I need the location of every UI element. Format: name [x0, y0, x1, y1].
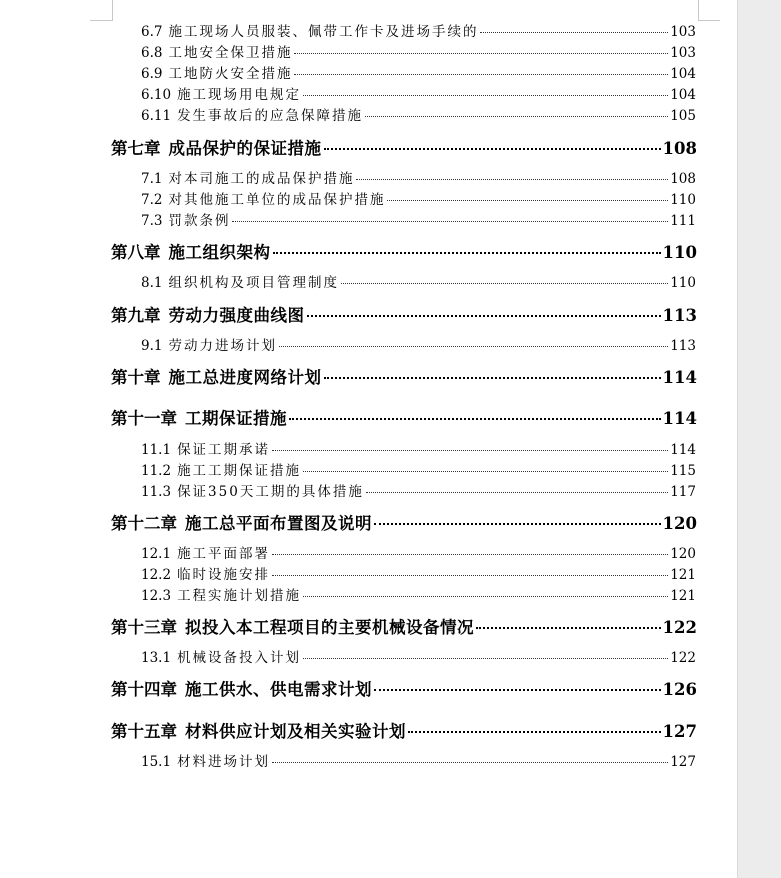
- toc-entry-page: 110: [670, 275, 696, 291]
- toc-entry-number: 12.1: [141, 546, 172, 562]
- toc-entry-number: 7.3: [141, 213, 163, 229]
- toc-entry-page: 113: [670, 338, 696, 354]
- toc-entry-title: 材料进场计划: [177, 754, 271, 770]
- toc-chapter-page: 122: [662, 618, 697, 637]
- toc-entry-title: 罚款条例: [168, 213, 231, 229]
- crop-mark-top-left: [112, 0, 113, 21]
- toc-chapter-page: 126: [662, 680, 697, 699]
- toc-entry-page: 127: [670, 754, 696, 770]
- toc-chapter-title: 施工总进度网络计划: [168, 368, 322, 387]
- dot-leader: [272, 762, 668, 763]
- dot-leader: [480, 32, 668, 33]
- toc-entry[interactable]: [141, 211, 696, 231]
- toc-entry[interactable]: [141, 586, 696, 606]
- toc-entry-title: 施工平面部署: [177, 546, 271, 562]
- toc-entry[interactable]: [141, 336, 696, 356]
- toc-chapter-number: 第十章: [111, 368, 161, 387]
- toc-chapter[interactable]: [111, 678, 697, 702]
- toc-entry-number: 6.11: [141, 108, 172, 124]
- toc-entry-page: 121: [670, 567, 696, 583]
- toc-chapter-number: 第十二章: [111, 514, 177, 533]
- toc-chapter-number: 第十四章: [111, 680, 177, 699]
- toc-chapter-page: 114: [662, 368, 697, 387]
- dot-leader: [374, 523, 661, 525]
- toc-entry-title: 劳动力进场计划: [168, 338, 277, 354]
- toc-chapter[interactable]: [111, 407, 697, 431]
- dot-leader: [273, 252, 661, 254]
- toc-entry[interactable]: [141, 752, 696, 772]
- dot-leader: [232, 221, 668, 222]
- toc-entry-title: 保证350天工期的具体措施: [177, 484, 364, 500]
- toc-chapter-number: 第七章: [111, 139, 161, 158]
- toc-chapter-title: 材料供应计划及相关实验计划: [185, 722, 406, 741]
- toc-entry[interactable]: [141, 544, 696, 564]
- toc-chapter[interactable]: [111, 616, 697, 640]
- toc-chapter-title: 施工组织架构: [168, 243, 271, 262]
- toc-entry-number: 15.1: [141, 754, 172, 770]
- toc-entry-title: 对其他施工单位的成品保护措施: [168, 192, 386, 208]
- toc-entry-number: 6.9: [141, 66, 163, 82]
- toc-entry-title: 对本司施工的成品保护措施: [168, 171, 355, 187]
- toc-entry[interactable]: [141, 43, 696, 63]
- dot-leader: [341, 283, 668, 284]
- toc-chapter[interactable]: [111, 137, 697, 161]
- toc-chapter-number: 第十一章: [111, 409, 177, 428]
- dot-leader: [307, 315, 661, 317]
- toc-chapter[interactable]: [111, 512, 697, 536]
- dot-leader: [303, 596, 668, 597]
- toc-entry[interactable]: [141, 64, 696, 84]
- toc-entry-page: 115: [670, 463, 696, 479]
- dot-leader: [272, 575, 668, 576]
- toc-chapter-number: 第九章: [111, 306, 161, 325]
- toc-entry-number: 13.1: [141, 650, 172, 666]
- toc-entry[interactable]: [141, 169, 696, 189]
- toc-entry-title: 发生事故后的应急保障措施: [177, 108, 364, 124]
- toc-chapter[interactable]: [111, 241, 697, 265]
- toc-entry-page: 120: [670, 546, 696, 562]
- toc-chapter[interactable]: [111, 366, 697, 390]
- toc-entry-number: 9.1: [141, 338, 163, 354]
- toc-entry-page: 104: [670, 87, 696, 103]
- toc-entry-title: 组织机构及项目管理制度: [168, 275, 339, 291]
- crop-mark-top-right: [698, 20, 720, 21]
- toc-entry-title: 机械设备投入计划: [177, 650, 302, 666]
- dot-leader: [272, 554, 668, 555]
- toc-entry-page: 105: [670, 108, 696, 124]
- toc-entry-page: 111: [670, 213, 696, 229]
- dot-leader: [289, 418, 661, 420]
- toc-chapter[interactable]: [111, 720, 697, 744]
- crop-mark-top-right: [698, 0, 699, 21]
- toc-chapter-page: 127: [662, 722, 697, 741]
- toc-entry[interactable]: [141, 565, 696, 585]
- toc-chapter-page: 120: [662, 514, 697, 533]
- toc-entry-title: 工地安全保卫措施: [168, 45, 293, 61]
- toc-entry[interactable]: [141, 440, 696, 460]
- dot-leader: [303, 471, 668, 472]
- toc-entry-page: 110: [670, 192, 696, 208]
- dot-leader: [294, 74, 668, 75]
- toc-entry-number: 11.2: [141, 463, 172, 479]
- toc-entry-page: 103: [670, 24, 696, 40]
- toc-entry-page: 114: [670, 442, 696, 458]
- toc-chapter[interactable]: [111, 304, 697, 328]
- toc-entry[interactable]: [141, 190, 696, 210]
- toc-entry[interactable]: [141, 85, 696, 105]
- toc-chapter-page: 114: [662, 409, 697, 428]
- toc-entry-page: 108: [670, 171, 696, 187]
- toc-entry-title: 临时设施安排: [177, 567, 271, 583]
- toc-entry-number: 11.1: [141, 442, 172, 458]
- toc-entry-title: 工程实施计划措施: [177, 588, 302, 604]
- toc-entry-page: 121: [670, 588, 696, 604]
- toc-chapter-page: 108: [662, 139, 697, 158]
- toc-entry-number: 8.1: [141, 275, 163, 291]
- toc-entry[interactable]: [141, 22, 696, 42]
- dot-leader: [294, 53, 668, 54]
- toc-chapter-number: 第十三章: [111, 618, 177, 637]
- toc-entry-number: 12.2: [141, 567, 172, 583]
- dot-leader: [408, 731, 661, 733]
- toc-entry-number: 6.7: [141, 24, 163, 40]
- toc-entry-number: 12.3: [141, 588, 172, 604]
- toc-chapter-number: 第八章: [111, 243, 161, 262]
- toc-entry[interactable]: [141, 273, 696, 293]
- dot-leader: [476, 627, 661, 629]
- toc-chapter-page: 113: [662, 306, 697, 325]
- dot-leader: [387, 200, 668, 201]
- toc-entry[interactable]: [141, 461, 696, 481]
- toc-entry-page: 122: [670, 650, 696, 666]
- toc-chapter-title: 劳动力强度曲线图: [168, 306, 305, 325]
- dot-leader: [279, 346, 668, 347]
- dot-leader: [374, 689, 661, 691]
- toc-chapter-title: 拟投入本工程项目的主要机械设备情况: [185, 618, 474, 637]
- toc-entry-number: 6.8: [141, 45, 163, 61]
- toc-chapter-title: 施工供水、供电需求计划: [185, 680, 372, 699]
- dot-leader: [303, 658, 668, 659]
- crop-mark-top-left: [90, 20, 112, 21]
- toc-entry-page: 104: [670, 66, 696, 82]
- dot-leader: [272, 450, 668, 451]
- dot-leader: [303, 95, 668, 96]
- window-right-margin: [737, 0, 781, 878]
- toc-entry-number: 11.3: [141, 484, 172, 500]
- toc-chapter-title: 工期保证措施: [185, 409, 287, 428]
- dot-leader: [356, 179, 668, 180]
- dot-leader: [366, 492, 668, 493]
- toc-chapter-title: 成品保护的保证措施: [168, 139, 322, 158]
- toc-chapter-page: 110: [662, 243, 697, 262]
- toc-entry-page: 117: [670, 484, 696, 500]
- toc-entry-number: 7.2: [141, 192, 163, 208]
- toc-chapter-number: 第十五章: [111, 722, 177, 741]
- toc-entry-number: 7.1: [141, 171, 163, 187]
- dot-leader: [324, 377, 661, 379]
- toc-entry-number: 6.10: [141, 87, 172, 103]
- dot-leader: [365, 116, 668, 117]
- toc-entry[interactable]: [141, 648, 696, 668]
- dot-leader: [324, 148, 661, 150]
- toc-entry-title: 工地防火安全措施: [168, 66, 293, 82]
- toc-entry-title: 施工工期保证措施: [177, 463, 302, 479]
- toc-entry-title: 施工现场用电规定: [177, 87, 302, 103]
- toc-entry[interactable]: [141, 482, 696, 502]
- toc-entry-title: 保证工期承诺: [177, 442, 271, 458]
- toc-entry[interactable]: [141, 106, 696, 126]
- toc-chapter-title: 施工总平面布置图及说明: [185, 514, 372, 533]
- toc-entry-page: 103: [670, 45, 696, 61]
- toc-entry-title: 施工现场人员服装、佩带工作卡及进场手续的: [168, 24, 479, 40]
